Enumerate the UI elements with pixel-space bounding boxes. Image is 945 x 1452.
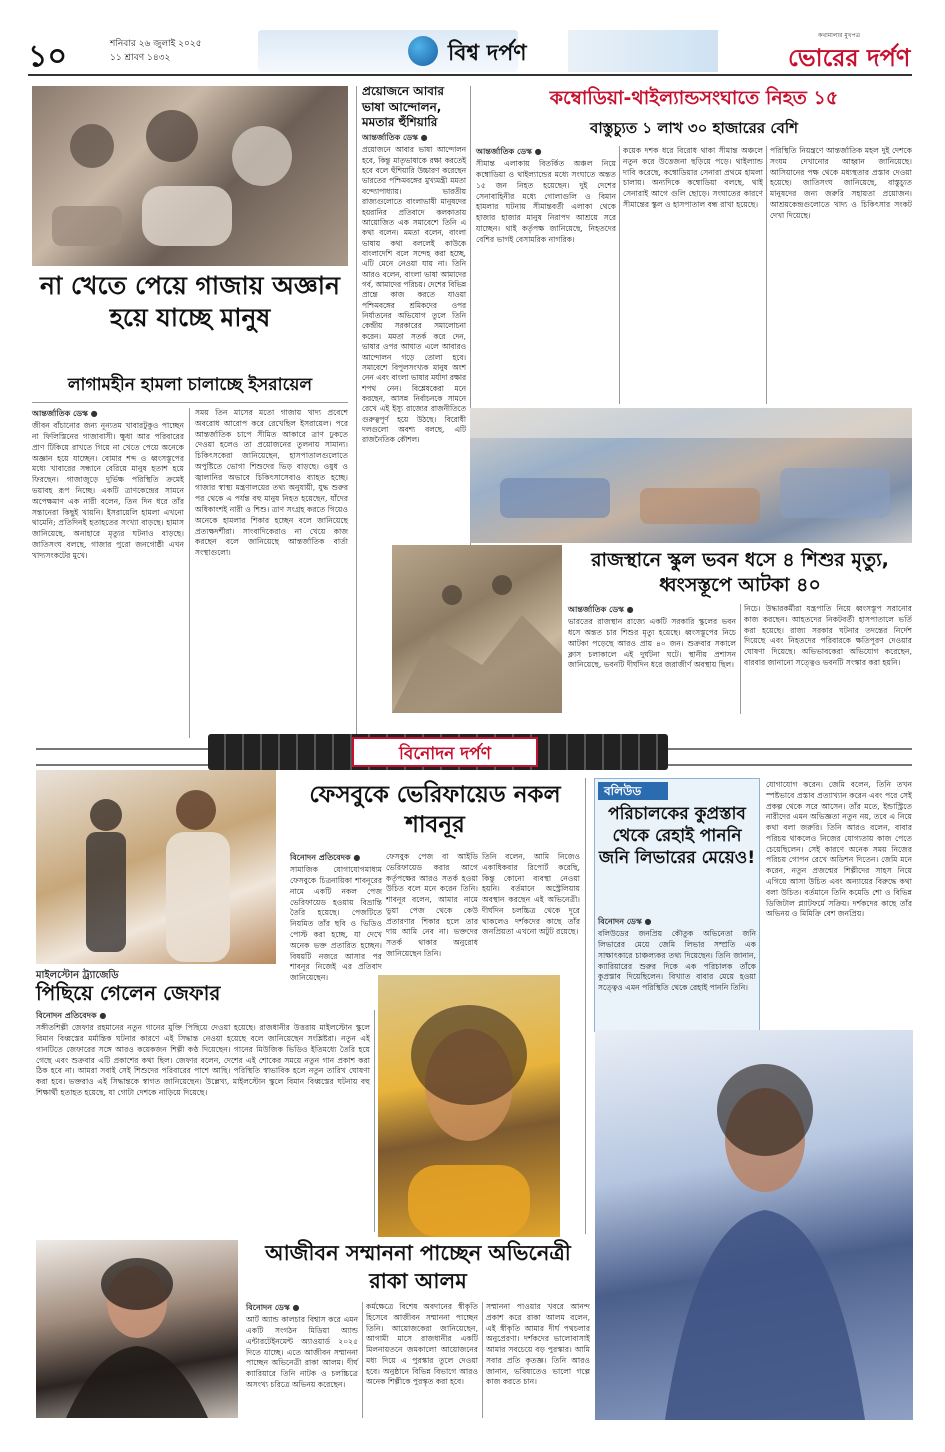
cambodia-column-2	[623, 146, 763, 404]
language-text: প্রয়োজনে আবার ভাষা আন্দোলন হবে, কিন্তু মাতৃভাষাকে রক্ষা করতেই হবে বলে হুঁশিয়ারি উচ্চারণ করেছেন ভারতের পশ্চিমবঙ্গের মুখ্যমন্ত্রী মমতা বন্দ্যোপাধ্যায়। ভারতীয় রাজ্যগুলোতে বাংলাভাষী মানুষদের হয়রানির প্রতিবাদে কলকাতায় আয়োজিত এক সমাবেশে তিনি এ কথা বলেন। মমতা বলেন, বাংলা ভাষায় কথা বললেই কাউকে বাংলাদেশি বলে সন্দেহ করা হচ্ছে, এটি মেনে নেওয়া যায় না। তিনি আরও বলেন, বাংলা ভাষা আমাদের গর্ব, আমাদের পরিচয়। দেশের বিভিন্ন প্রান্তে কাজ করতে যাওয়া পশ্চিমবঙ্গের শ্রমিকদের ওপর নির্যাতনের অভিযোগ তুলে তিনি কেন্দ্রীয় সরকারের সমালোচনা করেন। মমতা সতর্ক করে দেন, ভাষার ওপর আঘাত এলে আবারও আন্দোলন গড়ে তোলা হবে। সমাবেশে বিপুলসংখ্যক মানুষ অংশ নেন এবং বাংলা ভাষার মর্যাদা রক্ষার শপথ নেন। বিশ্লেষকেরা মনে করছেন, আসন্ন নির্বাচনকে সামনে রেখে এই ইস্যু রাজ্যের রাজনীতিতে গুরুত্বপূর্ণ হয়ে উঠছে। বিরোধী দলগুলো অবশ্য বলছে, এটি রাজনৈতিক কৌশল।	[362, 145, 466, 445]
raka-alam-portrait-photo	[36, 1240, 238, 1418]
entertainment-section-title: বিনোদন দর্পণ	[399, 744, 491, 764]
rajasthan-headline: রাজস্থানে স্কুল ভবন ধসে ৪ শিশুর মৃত্যু, ধ্বংসস্তূপে আটকা ৪০	[591, 549, 889, 596]
shabnur-column-1	[290, 852, 382, 983]
shabnur-text-1: সামাজিক যোগাযোগমাধ্যম ফেসবুকে চিত্রনায়িকা শাবনূরের নামে একটি নকল পেজ ভেরিফায়েড হওয়ায় বিভ্রান্তি তৈরি হয়েছে। পেজটিতে নিয়মিত তাঁর ছবি ও ভিডিও পোস্ট করা হচ্ছে, যা দেখে অনেক ভক্ত প্রতারিত হচ্ছেন। বিষয়টি নজরে আসার পর শাবনূর নিজেই এর প্রতিবাদ জানিয়েছেন।	[290, 865, 382, 983]
date-gregorian: শনিবার ২৬ জুলাই ২০২৫	[110, 39, 202, 49]
brand-tagline: কথামালার মুখপত্র	[818, 32, 861, 39]
raka-photo-placeholder	[36, 1240, 238, 1418]
school-photo-placeholder	[392, 545, 562, 713]
raka-column-2	[366, 1302, 478, 1418]
rajasthan-column-1	[568, 604, 736, 716]
raka-column-3	[486, 1302, 590, 1418]
zephyr-headline: পিছিয়ে গেলেন জেফার	[36, 981, 221, 1005]
bollywood-byline: বিনোদন ডেস্ক ●	[598, 916, 652, 926]
page-number: ১০	[28, 39, 67, 74]
jony-photo-placeholder	[595, 1030, 913, 1420]
globe-icon	[408, 36, 438, 66]
issue-date	[110, 38, 202, 65]
cambodia-text-1: সীমান্ত এলাকায় বিতর্কিত অঞ্চল নিয়ে কম্বোডিয়া ও থাইল্যান্ডের মধ্যে সংঘাতে অন্তত ১৫ জন নিহত হয়েছেন। দুই দেশের সেনাবাহিনীর মধ্যে গোলাগুলি ও বিমান হামলার ঘটনায় সীমান্তবর্তী এলাকা থেকে হাজার হাজার মানুষ নিরাপদ আশ্রয়ে সরে যাচ্ছেন। থাই কর্তৃপক্ষ জানিয়েছে, নিহতদের বেশির ভাগই বেসামরিক নাগরিক।	[476, 159, 616, 244]
shabnur-photo-placeholder	[378, 975, 560, 1237]
zephyr-kicker: মাইলস্টোন ট্র্যাজেডি	[36, 970, 119, 981]
gaza-byline: আন্তর্জাতিক ডেস্ক ●	[32, 408, 98, 418]
gaza-food-queue-photo	[32, 86, 348, 266]
raka-text-3: সম্মাননা পাওয়ার খবরে আনন্দ প্রকাশ করে রাকা আলম বলেন, এই স্বীকৃতি আমার দীর্ঘ পথচলার অনুপ্রেরণা। দর্শকদের ভালোবাসাই আমার সবচেয়ে বড় পুরস্কার। আমি সবার প্রতি কৃতজ্ঞ। তিনি আরও জানান, ভবিষ্যতেও ভালো গল্পে কাজ করতে চান।	[486, 1302, 590, 1387]
gaza-photo-placeholder	[32, 86, 348, 266]
bollywood-headline: পরিচালকের কুপ্রস্তাব থেকে রেহাই পাননি জনি লিভারের মেয়েও!	[598, 804, 756, 868]
raka-column-1	[246, 1302, 358, 1418]
bollywood-column-1	[598, 916, 756, 1028]
gaza-column-2	[195, 408, 348, 738]
zephyr-column	[36, 1010, 370, 1232]
newspaper-logo: ভোরের দর্পণ	[788, 44, 911, 72]
rajasthan-text-2: নিচে। উদ্ধারকর্মীরা যন্ত্রপাতি নিয়ে ধ্বংসস্তূপ সরানোর কাজ করছেন। আহতদের নিকটবর্তী হাসপাতালে ভর্তি করা হয়েছে। রাজ্য সরকার ঘটনার তদন্তের নির্দেশ দিয়েছে এবং নিহতদের পরিবারকে ক্ষতিপূরণ দেওয়ার ঘোষণা দিয়েছে। অভিভাবকেরা অভিযোগ করেছেন, বারবার জানানো সত্ত্বেও ভবনটি সংস্কার করা হয়নি।	[744, 604, 912, 667]
rajasthan-text-1: ভারতের রাজস্থান রাজ্যে একটি সরকারি স্কুলের ভবন ধসে অন্তত চার শিশুর মৃত্যু হয়েছে। ধ্বংসস্তূপের নিচে আটকা পড়েছে আরও প্রায় ৪০ জন। শুক্রবার সকালে ক্লাস চলাকালে এই দুর্ঘটনা ঘটে। স্থানীয় প্রশাসন জানিয়েছে, ভবনটি দীর্ঘদিন ধরে জরাজীর্ণ অবস্থায় ছিল।	[568, 617, 736, 670]
zephyr-text: সঙ্গীতশিল্পী জেফার রহমানের নতুন গানের মুক্তি পিছিয়ে দেওয়া হয়েছে। রাজধানীর উত্তরায় মাইলস্টোন স্কুলে বিমান বিধ্বস্তের মর্মান্তিক ঘটনার কারণে এই সিদ্ধান্ত নেওয়া হয়েছে বলে জানিয়েছেন সংশ্লিষ্টরা। নতুন এই গানটিতে জেফারের সঙ্গে আরও কয়েকজন শিল্পী কণ্ঠ দিয়েছেন। গানের মিউজিক ভিডিও ইতিমধ্যে তৈরি হয়ে গেছে এবং শুক্রবার এটি প্রকাশের কথা ছিল। জেফার বলেন, দেশের এই শোকের সময়ে নতুন গান প্রকাশ করা ঠিক হবে না। আমরা সবাই সেই শিশুদের পরিবারের পাশে আছি। পরিস্থিতি স্বাভাবিক হলে নতুন তারিখ ঘোষণা করা হবে। ভক্তরাও এই সিদ্ধান্তকে স্বাগত জানিয়েছেন। উল্লেখ্য, মাইলস্টোন স্কুলে বিমান বিধ্বস্তের ঘটনায় বহু শিক্ষার্থী হতাহত হয়েছে, যা গোটা দেশকে নাড়িয়ে দিয়েছে।	[36, 1023, 370, 1098]
raka-byline: বিনোদন ডেস্ক ●	[246, 1302, 300, 1312]
zephyr-byline: বিনোদন প্রতিবেদক ●	[36, 1010, 107, 1020]
rajasthan-byline: আন্তর্জাতিক ডেস্ক ●	[568, 604, 634, 614]
zephyr-photo-placeholder	[36, 770, 276, 964]
page-header	[28, 30, 912, 76]
camp-photo-placeholder	[470, 408, 912, 543]
collapsed-school-rubble-photo	[392, 545, 562, 713]
language-column	[362, 132, 466, 548]
bollywood-text-2: যোগাযোগ করেন। জেমি বলেন, তিনি তখন স্পষ্টভাবে প্রস্তাব প্রত্যাখ্যান করেন এবং পরে সেই প্রকল্প থেকে সরে আসেন। তাঁর মতে, ইন্ডাস্ট্রিতে নারীদের এমন অভিজ্ঞতা নতুন নয়, তবে এ নিয়ে কথা বলা জরুরি। তিনি আরও বলেন, বাবার পরিচয় থাকলেও নিজের যোগ্যতায় কাজ পেতে চেয়েছিলেন। সেই কারণে অনেক সময় নিজের পরিচয় গোপন রেখে অডিশন দিতেন। জেমি মনে করেন, নতুন প্রজন্মের শিল্পীদের সাহস নিয়ে এগিয়ে আসা উচিত এবং অন্যায়ের বিরুদ্ধে কথা বলা উচিত। বর্তমানে তিনি কমেডি শো ও বিভিন্ন ডিজিটাল প্ল্যাটফর্মে সক্রিয়। দর্শকদের কাছে তাঁর অভিনয় ও মিমিক্রি বেশ জনপ্রিয়।	[766, 780, 912, 919]
shabnur-text-3: তিনি বলেন, আমি নিজেও একাধিকবার রিপোর্ট করেছি, কিন্তু কোনো ব্যবস্থা নেওয়া হয়নি। বর্তমানে অস্ট্রেলিয়ায় অবস্থান করছেন এই অভিনেত্রী। দীর্ঘদিন চলচ্চিত্র থেকে দূরে থাকলেও দর্শকদের কাছে তাঁর জনপ্রিয়তা এখনো অটুট রয়েছে।	[482, 852, 580, 937]
language-headline: প্রয়োজনে আবার ভাষা আন্দোলন, মমতার হুঁশিয়ারি	[362, 84, 444, 130]
raka-text-1: আর্ট অ্যান্ড কালচার বিশ্বাস করে এমন একটি সংগঠন মিডিয়া অ্যান্ড এন্টারটেইনমেন্ট অ্যাওয়ার্ড ২০২৫ দিতে যাচ্ছে। এতে আজীবন সম্মাননা পাচ্ছেন অভিনেত্রী রাকা আলম। দীর্ঘ ক্যারিয়ারে তিনি নাটক ও চলচ্চিত্রে অসংখ্য চরিত্রে অভিনয় করেছেন।	[246, 1315, 358, 1390]
shabnur-headline: ফেসবুকে ভেরিফায়েড নকল শাবনূর	[309, 782, 561, 839]
cambodia-text-2: কয়েক দশক ধরে বিরোধ থাকা সীমান্ত অঞ্চলে নতুন করে উত্তেজনা ছড়িয়ে পড়ে। থাইল্যান্ড দাবি করেছে, কম্বোডিয়ার সেনারা প্রথমে হামলা চালায়। অন্যদিকে কম্বোডিয়া বলছে, থাই সেনারাই আগে গুলি ছোড়ে। সংঘাতের কারণে সীমান্তের স্কুল ও হাসপাতাল বন্ধ রাখা হয়েছে।	[623, 146, 763, 209]
rajasthan-column-2	[744, 604, 912, 716]
bollywood-column-2	[766, 780, 912, 1030]
section-title: বিশ্ব দর্পণ	[448, 41, 527, 66]
language-byline: আন্তর্জাতিক ডেস্ক ●	[362, 132, 428, 142]
gaza-column-1	[32, 408, 184, 738]
shabnur-text-2: ফেসবুক পেজ বা আইডি ভেরিফায়েড করার আগে কর্তৃপক্ষের আরও সতর্ক হওয়া উচিত বলে মনে করেন তিনি। শাবনূর বলেন, আমার নামে ভুয়া পেজ থেকে কেউ প্রতারণার শিকার হলে তার দায় আমি নেব না। ভক্তদের সতর্ক থাকার অনুরোধ জানিয়েছেন তিনি।	[386, 852, 478, 959]
cambodia-column-3	[770, 146, 912, 404]
gaza-text-2: সময় তিন মাসের মতো গাজায় খাদ্য প্রবেশে অবরোধ আরোপ করে রেখেছিল ইসরায়েল। পরে আন্তর্জাতিক চাপে সীমিত আকারে ত্রাণ ঢুকতে দেওয়া হলেও তা প্রয়োজনের তুলনায় সামান্য। চিকিৎসকেরা জানিয়েছেন, হাসপাতালগুলোতে অপুষ্টিতে ভোগা শিশুদের ভিড় বাড়ছে। ওষুধ ও জ্বালানির অভাবে চিকিৎসাসেবাও ব্যাহত হচ্ছে। গাজার স্বাস্থ্য মন্ত্রণালয়ের তথ্য অনুযায়ী, যুদ্ধ শুরুর পর থেকে এ পর্যন্ত বহু মানুষ নিহত হয়েছেন, যাঁদের অধিকাংশই নারী ও শিশু। ত্রাণ সংগ্রহ করতে গিয়েও অনেকে হামলার শিকার হচ্ছেন বলে জানিয়েছে প্রত্যক্ষদর্শীরা। সাংবাদিকেরাও না খেয়ে কাজ করছেন বলে জানিয়েছে আন্তর্জাতিক বার্তা সংস্থাগুলো।	[195, 408, 348, 558]
gaza-text-1: জীবন বাঁচানোর জন্য নূন্যতম খাবারটুকুও পাচ্ছেন না ফিলিস্তিনের গাজাবাসী। ক্ষুধা আর পরিবারের প্রাণ টিকিয়ে রাখতে গিয়ে না খেতে পেয়ে অনেকে অজ্ঞান হয়ে যাচ্ছেন। বোমার শব্দ ও ধ্বংসস্তূপের মধ্যে খাবারের সন্ধানে বেরিয়ে মানুষ হতাশ হয়ে ফিরছেন। গাজাজুড়ে দুর্ভিক্ষ পরিস্থিতি ক্রমেই ভয়াবহ রূপ নিচ্ছে। একটি ত্রাণকেন্দ্রের সামনে অপেক্ষমাণ এক নারী বলেন, তিন দিন ধরে তাঁর সন্তানেরা কিছুই খায়নি। ইসরায়েলি হামলা এখনো থামেনি; প্রতিদিনই হতাহতের সংখ্যা বাড়ছে। হামাস জানিয়েছে, অনাহারে মৃত্যুর ঘটনাও বাড়ছে। জাতিসংঘ বলছে, গাজার পুরো জনগোষ্ঠী এখন খাদ্যসংকটের মুখে।	[32, 421, 184, 560]
shabnur-byline: বিনোদন প্রতিবেদক ●	[290, 852, 361, 862]
cambodia-text-3: পরিস্থিতি নিয়ন্ত্রণে আন্তর্জাতিক মহল দুই দেশকে সংযম দেখানোর আহ্বান জানিয়েছে। আসিয়ানের পক্ষ থেকে মধ্যস্থতার প্রস্তাব দেওয়া হয়েছে। জাতিসংঘ জানিয়েছে, বাস্তুচ্যুত মানুষদের জন্য জরুরি সহায়তা প্রয়োজন। আশ্রয়কেন্দ্রগুলোতে খাদ্য ও চিকিৎসার সংকট দেখা দিয়েছে।	[770, 146, 912, 220]
cambodia-headline: কম্বোডিয়া-থাইল্যান্ডসংঘাতে নিহত ১৫	[549, 87, 839, 109]
shabnur-portrait-photo	[378, 975, 560, 1237]
raka-text-2: কর্মক্ষেত্রে বিশেষ অবদানের স্বীকৃতি হিসেবে আজীবন সম্মাননা পাচ্ছেন তিনি। আয়োজকেরা জানিয়েছেন, আগামী মাসে রাজধানীর একটি মিলনায়তনে জমকালো আয়োজনের মধ্য দিয়ে এ পুরস্কার তুলে দেওয়া হবে। অনুষ্ঠানে বিভিন্ন বিভাগে আরও অনেক শিল্পীকে পুরস্কৃত করা হবে।	[366, 1302, 478, 1387]
shabnur-column-2	[386, 852, 478, 970]
bollywood-label: বলিউড	[604, 784, 642, 798]
header-skyline-graphic	[568, 30, 718, 72]
cambodia-byline: আন্তর্জাতিক ডেস্ক ●	[476, 146, 542, 156]
displaced-people-shelter-photo	[470, 408, 912, 543]
cambodia-subheadline: বাস্তুচ্যুত ১ লাখ ৩০ হাজারের বেশি	[589, 119, 799, 137]
gaza-subheadline: লাগামহীন হামলা চালাচ্ছে ইসরায়েল	[67, 375, 313, 395]
bollywood-text-1: বলিউডের জনপ্রিয় কৌতুক অভিনেতা জনি লিভারের মেয়ে জেমি লিভার সম্প্রতি এক সাক্ষাৎকারে চাঞ্চল্যকর তথ্য দিয়েছেন। তিনি জানান, ক্যারিয়ারের শুরুর দিকে এক পরিচালক তাঁকে কুপ্রস্তাব দিয়েছিলেন। বিখ্যাত বাবার মেয়ে হওয়া সত্ত্বেও এমন পরিস্থিতি থেকে রেহাই পাননি তিনি।	[598, 929, 756, 993]
jamie-lever-portrait-photo	[595, 1030, 913, 1420]
date-bengali: ১১ শ্রাবণ ১৪৩২	[110, 52, 171, 63]
gaza-headline: না খেতে পেয়ে গাজায় অজ্ঞান হয়ে যাচ্ছে মানুষ	[40, 271, 340, 332]
zephyr-music-video-photo	[36, 770, 276, 964]
shabnur-column-3	[482, 852, 580, 970]
raka-headline: আজীবন সম্মাননা পাচ্ছেন অভিনেত্রী রাকা আলম	[265, 1241, 571, 1293]
cambodia-column-1	[476, 146, 616, 404]
